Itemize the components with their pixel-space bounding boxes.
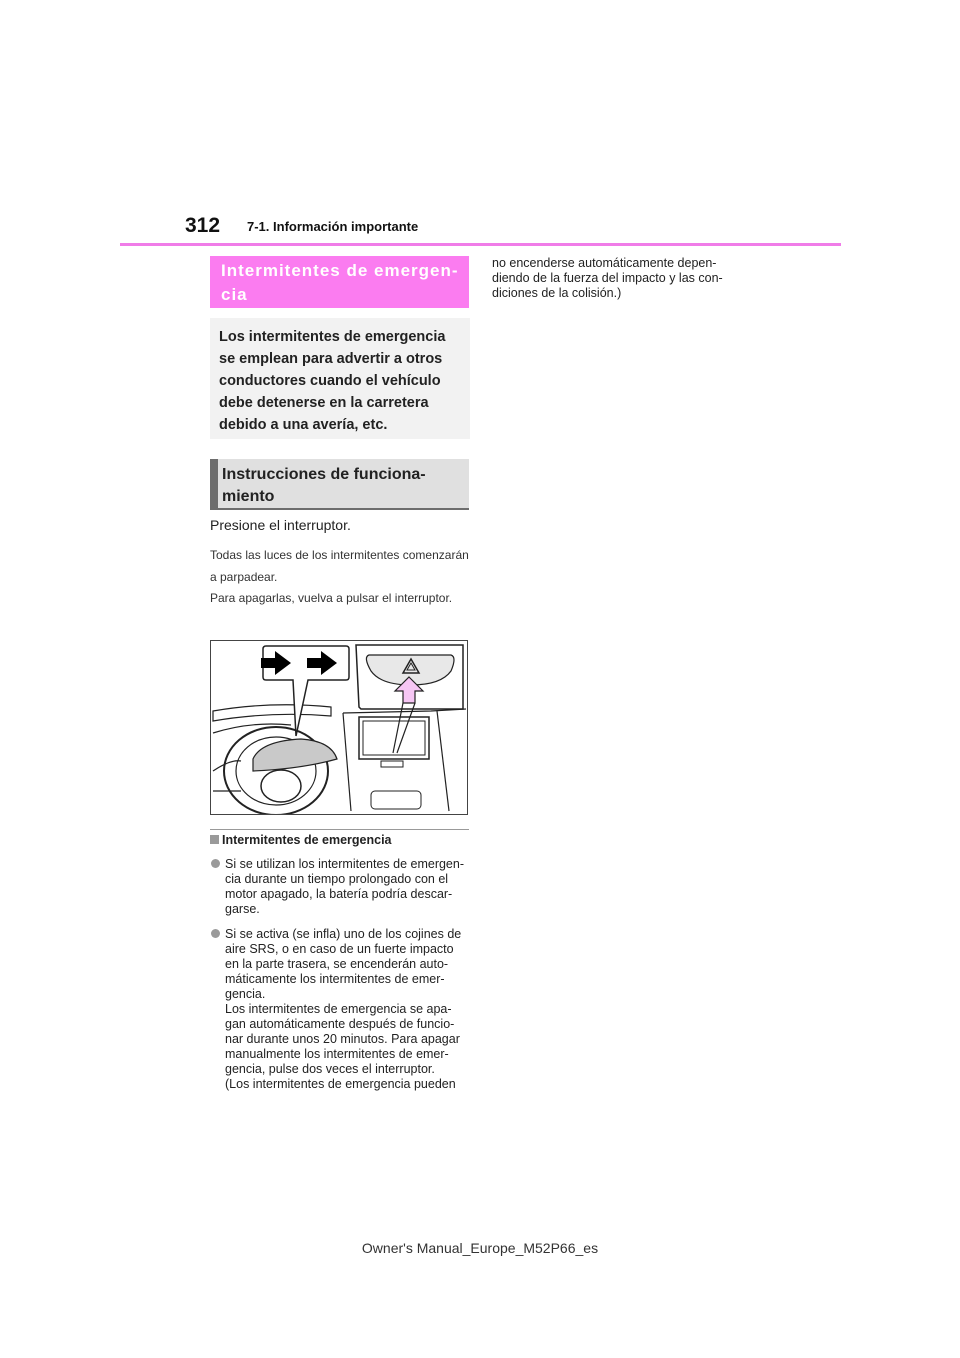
notes-divider	[210, 829, 469, 830]
circle-bullet-icon	[211, 859, 220, 868]
hazard-section-heading	[210, 256, 469, 308]
operation-step-1: Presione el interruptor.	[210, 517, 351, 533]
hazard-intro-box: Los intermitentes de emergencia se emplean para advertir a otros conductores cuando el vehículo debe detenerse en la carretera debido a una avería, etc.	[210, 318, 470, 439]
operation-step-2: Todas las luces de los intermitentes comenzarán a parpadear.	[210, 548, 469, 584]
circle-bullet-icon	[211, 929, 220, 938]
hazard-switch-illustration	[210, 640, 468, 815]
operation-heading-line-2: miento	[222, 488, 275, 505]
footer-text: Owner's Manual_Europe_M52P66_es	[361, 1240, 599, 1256]
notes-title	[210, 833, 392, 847]
operation-heading-line-1: Instrucciones de funciona-	[222, 466, 426, 483]
hazard-heading-line-1: Intermitentes de emergen-	[221, 261, 459, 280]
notes-title-text: Intermitentes de emergencia	[222, 833, 392, 847]
note-bullet-1-text: Si se utilizan los intermitentes de emergen- cia durante un tiempo prolongado con el motor apagado, la batería podría descar- garse.	[225, 857, 465, 916]
operation-section-heading	[210, 459, 469, 510]
dashboard-drawing	[211, 641, 467, 814]
note-continuation: no encenderse automáticamente depen- diendo de la fuerza del impacto y las con- diciones de la colisión.)	[492, 256, 723, 300]
note-bullet-1	[211, 857, 471, 919]
note-bullet-2-text: Si se activa (se infla) uno de los cojines de aire SRS, o en caso de un fuerte impacto en la parte trasera, se encenderán auto- máticamente los intermitentes de emer- gencia. Los intermitentes de emergencia se apa- gan automáticamente después de funcio- nar durante unos 20 minutos. Para apagar manualmente los intermitentes de emer- gencia, pulse dos veces el interruptor. (Los intermitentes de emergencia pueden	[225, 927, 462, 1091]
section-path: 7-1. Información importante	[247, 219, 419, 234]
header-rule	[120, 243, 841, 246]
hazard-heading-line-2: cia	[221, 285, 248, 304]
operation-step-3: Para apagarlas, vuelva a pulsar el interruptor.	[210, 591, 453, 605]
square-bullet-icon	[210, 835, 219, 844]
note-bullet-2	[211, 927, 471, 1107]
page-number: 312	[185, 214, 221, 237]
